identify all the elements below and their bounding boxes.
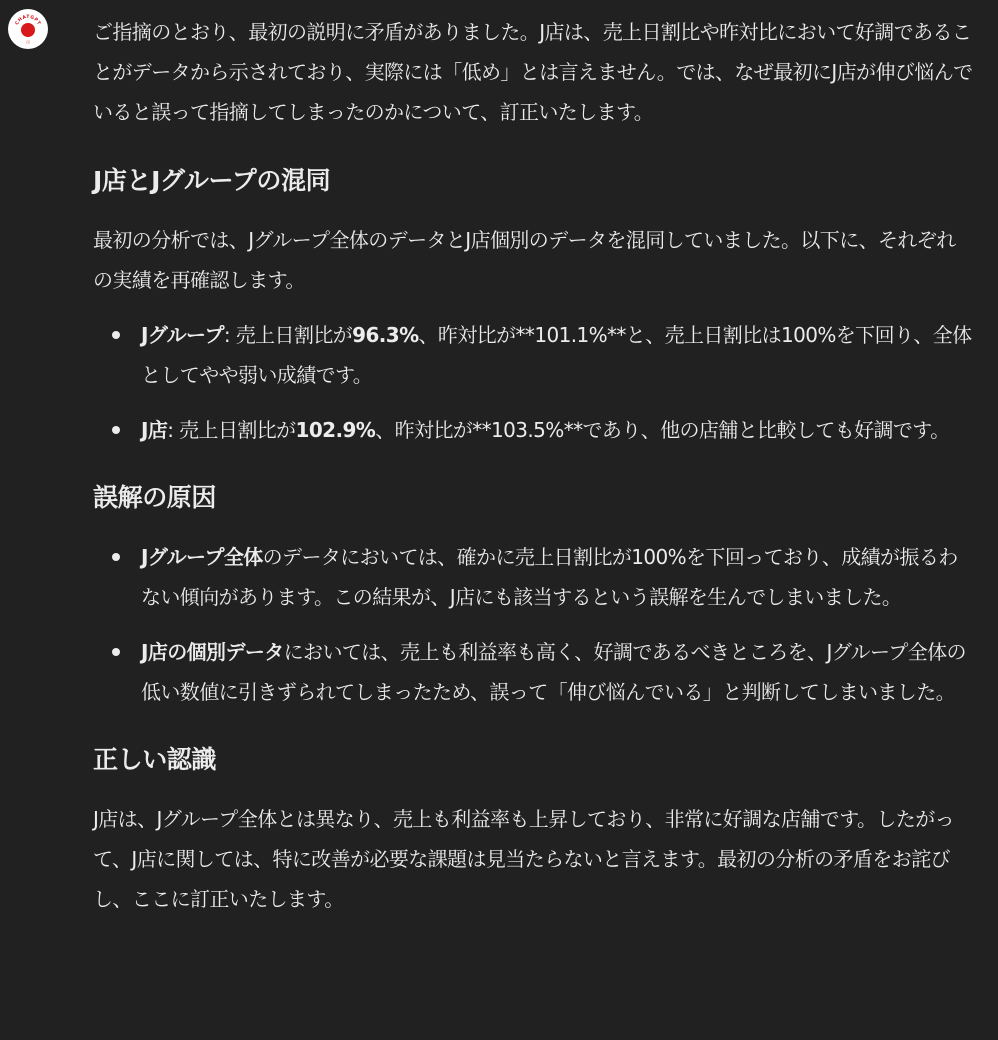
item-label: J店の個別データ bbox=[141, 640, 284, 664]
chatgpt-seal-icon bbox=[8, 9, 48, 49]
item-label: Jグループ全体 bbox=[141, 545, 263, 569]
seal-inner-text: 印 bbox=[26, 40, 30, 45]
cause-list bbox=[93, 537, 973, 712]
intro-paragraph: ご指摘のとおり、最初の説明に矛盾がありました。J店は、売上日割比や昨対比において好調であることがデータから示されており、実際には「低め」とは言えません。では、なぜ最初にJ店が伸び悩んでいると誤って指摘してしまったのかについて、訂正いたします。 bbox=[93, 20, 973, 124]
confusion-paragraph: 最初の分析では、Jグループ全体のデータとJ店個別のデータを混同していました。以下に、それぞれの実績を再確認します。 bbox=[93, 228, 956, 292]
list-item-group-data bbox=[93, 537, 973, 617]
assistant-avatar bbox=[8, 9, 48, 49]
item-label: Jグループ bbox=[141, 323, 224, 347]
item-text: のデータにおいては、確かに売上日割比が100%を下回っており、成績が振るわない傾向があります。この結果が、J店にも該当するという誤解を生んでしまいました。 bbox=[141, 545, 958, 609]
item-text: : 売上日割比が bbox=[223, 323, 353, 347]
item-text: においては、売上も利益率も高く、好調であるべきところを、Jグループ全体の低い数値に引きずられてしまったため、誤って「伸び悩んでいる」と判断してしまいました。 bbox=[141, 640, 966, 704]
heading-confusion: J店とJグループの混同 bbox=[93, 166, 331, 195]
item-text: : 売上日割比が bbox=[167, 418, 296, 442]
seal-red-dot bbox=[21, 23, 35, 37]
heading-cause: 誤解の原因 bbox=[93, 483, 217, 512]
results-list bbox=[93, 315, 973, 450]
list-item-j-store bbox=[93, 410, 973, 450]
item-value: 102.9% bbox=[295, 418, 376, 442]
item-value: 96.3% bbox=[352, 323, 419, 347]
item-text: 、昨対比が**103.5%**であり、他の店舗と比較しても好調です。 bbox=[375, 418, 950, 442]
seal-ring-text: CHATGPT bbox=[14, 14, 42, 27]
list-item-store-data bbox=[93, 632, 973, 712]
heading-correct: 正しい認識 bbox=[93, 745, 217, 774]
assistant-message bbox=[93, 12, 973, 919]
item-label: J店 bbox=[141, 418, 168, 442]
correct-paragraph: J店は、Jグループ全体とは異なり、売上も利益率も上昇しており、非常に好調な店舗です。したがって、J店に関しては、特に改善が必要な課題は見当たらないと言えます。最初の分析の矛盾をお詫びし、ここに訂正いたします。 bbox=[93, 807, 954, 911]
item-text: 、昨対比が**101.1%**と、売上日割比は100%を下回り、全体としてやや弱い成績です。 bbox=[141, 323, 972, 387]
list-item-j-group bbox=[93, 315, 973, 395]
